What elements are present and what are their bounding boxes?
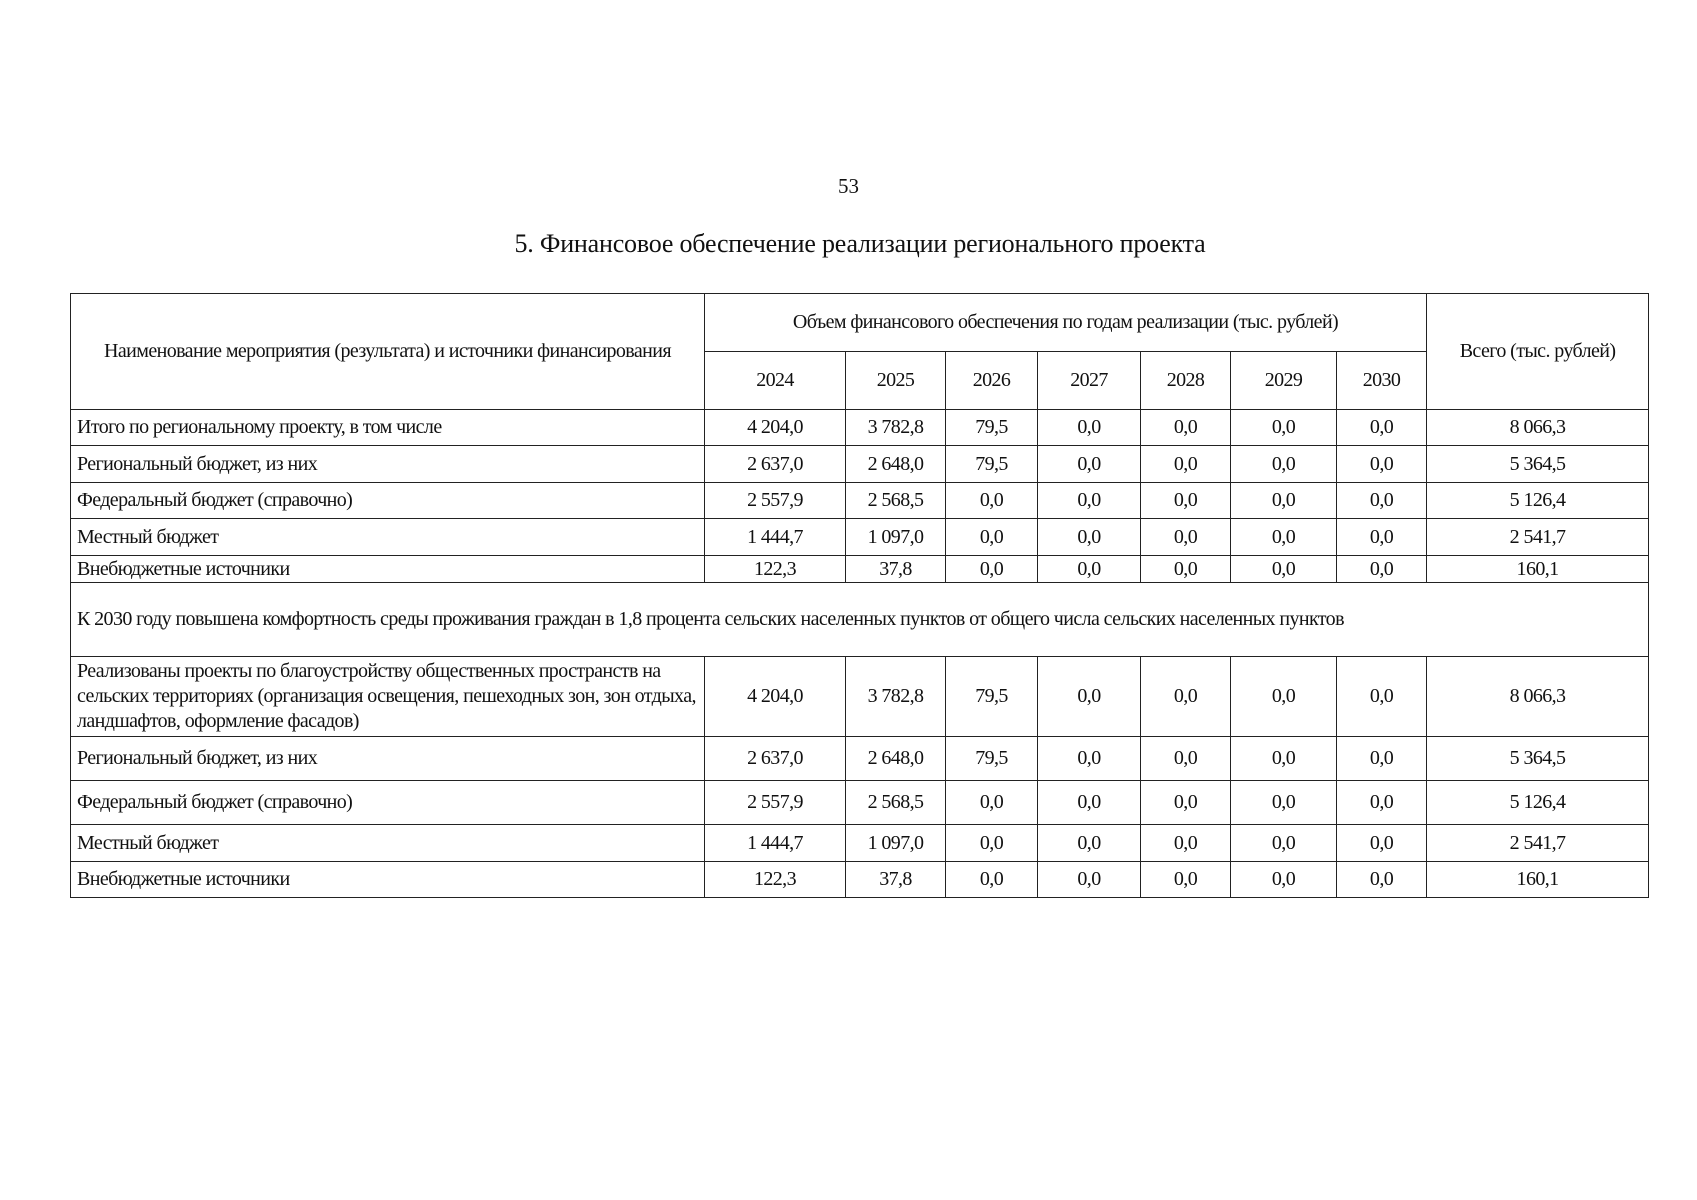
row-value: 1 444,7 <box>705 825 846 862</box>
header-year: 2024 <box>705 352 846 410</box>
row-value: 0,0 <box>1141 657 1231 737</box>
table-row <box>71 825 1649 862</box>
header-year: 2029 <box>1231 352 1337 410</box>
row-value: 0,0 <box>1038 657 1141 737</box>
row-name: Внебюджетные источники <box>71 556 705 583</box>
row-value: 2 648,0 <box>846 737 946 781</box>
row-total: 5 364,5 <box>1427 737 1649 781</box>
table-row <box>71 737 1649 781</box>
row-value: 1 097,0 <box>846 825 946 862</box>
row-value: 2 557,9 <box>705 483 846 519</box>
row-value: 0,0 <box>1337 825 1427 862</box>
row-value: 0,0 <box>1038 737 1141 781</box>
row-total: 5 126,4 <box>1427 483 1649 519</box>
row-value: 0,0 <box>1231 519 1337 556</box>
goal-row <box>71 583 1649 657</box>
row-value: 0,0 <box>1038 519 1141 556</box>
row-value: 79,5 <box>946 446 1038 483</box>
row-value: 0,0 <box>1141 862 1231 898</box>
row-value: 0,0 <box>1141 737 1231 781</box>
row-value: 0,0 <box>1231 862 1337 898</box>
row-value: 0,0 <box>1231 737 1337 781</box>
row-value: 4 204,0 <box>705 657 846 737</box>
row-total: 2 541,7 <box>1427 519 1649 556</box>
row-value: 0,0 <box>1337 862 1427 898</box>
row-value: 0,0 <box>1141 556 1231 583</box>
row-value: 0,0 <box>1038 556 1141 583</box>
header-row-1 <box>71 294 1649 352</box>
row-value: 0,0 <box>1231 410 1337 446</box>
row-value: 0,0 <box>1141 825 1231 862</box>
table-row <box>71 483 1649 519</box>
table-row <box>71 657 1649 737</box>
page-title: 5. Финансовое обеспечение реализации регионального проекта <box>514 229 1206 258</box>
table-row <box>71 862 1649 898</box>
row-value: 0,0 <box>1038 862 1141 898</box>
row-total: 160,1 <box>1427 862 1649 898</box>
row-value: 0,0 <box>1337 657 1427 737</box>
row-value: 0,0 <box>1337 737 1427 781</box>
row-value: 0,0 <box>1231 781 1337 825</box>
row-total: 8 066,3 <box>1427 657 1649 737</box>
row-value: 0,0 <box>1141 410 1231 446</box>
row-value: 2 557,9 <box>705 781 846 825</box>
header-years-group: Объем финансового обеспечения по годам реализации (тыс. рублей) <box>705 294 1427 352</box>
row-value: 37,8 <box>846 862 946 898</box>
row-value: 1 444,7 <box>705 519 846 556</box>
row-name: Внебюджетные источники <box>71 862 705 898</box>
row-value: 79,5 <box>946 737 1038 781</box>
row-total: 8 066,3 <box>1427 410 1649 446</box>
row-value: 4 204,0 <box>705 410 846 446</box>
row-value: 3 782,8 <box>846 657 946 737</box>
row-value: 79,5 <box>946 657 1038 737</box>
header-name: Наименование мероприятия (результата) и источники финансирования <box>71 294 705 410</box>
financing-table <box>70 293 1649 898</box>
header-total: Всего (тыс. рублей) <box>1427 294 1649 410</box>
row-value: 0,0 <box>946 556 1038 583</box>
row-value: 0,0 <box>1141 781 1231 825</box>
table-row <box>71 446 1649 483</box>
row-value: 0,0 <box>1337 410 1427 446</box>
table-row <box>71 556 1649 583</box>
row-name: Местный бюджет <box>71 825 705 862</box>
table-row <box>71 519 1649 556</box>
row-value: 0,0 <box>1337 519 1427 556</box>
row-value: 3 782,8 <box>846 410 946 446</box>
header-year: 2027 <box>1038 352 1141 410</box>
row-total: 5 126,4 <box>1427 781 1649 825</box>
row-total: 160,1 <box>1427 556 1649 583</box>
row-value: 0,0 <box>946 825 1038 862</box>
row-total: 2 541,7 <box>1427 825 1649 862</box>
table-row <box>71 410 1649 446</box>
row-value: 0,0 <box>1038 825 1141 862</box>
row-value: 0,0 <box>1038 483 1141 519</box>
row-value: 0,0 <box>1141 519 1231 556</box>
row-value: 0,0 <box>946 862 1038 898</box>
row-value: 0,0 <box>1231 657 1337 737</box>
row-value: 0,0 <box>1337 781 1427 825</box>
row-total: 5 364,5 <box>1427 446 1649 483</box>
row-name: Федеральный бюджет (справочно) <box>71 781 705 825</box>
header-year: 2026 <box>946 352 1038 410</box>
row-value: 79,5 <box>946 410 1038 446</box>
row-value: 2 568,5 <box>846 781 946 825</box>
goal-text: К 2030 году повышена комфортность среды проживания граждан в 1,8 процента сельских населенных пунктов от общего числа сельских населенных пунктов <box>71 583 1649 657</box>
row-value: 0,0 <box>946 519 1038 556</box>
row-value: 0,0 <box>1038 781 1141 825</box>
row-value: 0,0 <box>1337 483 1427 519</box>
header-year: 2025 <box>846 352 946 410</box>
row-value: 0,0 <box>1231 556 1337 583</box>
row-value: 37,8 <box>846 556 946 583</box>
header-year: 2028 <box>1141 352 1231 410</box>
row-value: 0,0 <box>1141 483 1231 519</box>
row-value: 0,0 <box>946 781 1038 825</box>
row-value: 2 648,0 <box>846 446 946 483</box>
row-value: 0,0 <box>1038 410 1141 446</box>
row-value: 0,0 <box>946 483 1038 519</box>
row-value: 0,0 <box>1038 446 1141 483</box>
row-value: 1 097,0 <box>846 519 946 556</box>
row-name: Региональный бюджет, из них <box>71 446 705 483</box>
row-name: Местный бюджет <box>71 519 705 556</box>
row-value: 2 637,0 <box>705 446 846 483</box>
row-value: 0,0 <box>1231 446 1337 483</box>
row-value: 0,0 <box>1337 446 1427 483</box>
table-row <box>71 781 1649 825</box>
page-number: 53 <box>838 174 859 198</box>
row-value: 2 637,0 <box>705 737 846 781</box>
row-value: 0,0 <box>1231 483 1337 519</box>
header-year: 2030 <box>1337 352 1427 410</box>
row-name: Итого по региональному проекту, в том числе <box>71 410 705 446</box>
row-value: 0,0 <box>1231 825 1337 862</box>
row-value: 122,3 <box>705 556 846 583</box>
row-name: Федеральный бюджет (справочно) <box>71 483 705 519</box>
row-value: 0,0 <box>1337 556 1427 583</box>
row-name: Реализованы проекты по благоустройству общественных пространств на сельских территориях (организация освещения, пешеходных зон, зон отдыха, ландшафтов, оформление фасадов) <box>71 657 705 737</box>
row-name: Региональный бюджет, из них <box>71 737 705 781</box>
row-value: 122,3 <box>705 862 846 898</box>
row-value: 2 568,5 <box>846 483 946 519</box>
row-value: 0,0 <box>1141 446 1231 483</box>
